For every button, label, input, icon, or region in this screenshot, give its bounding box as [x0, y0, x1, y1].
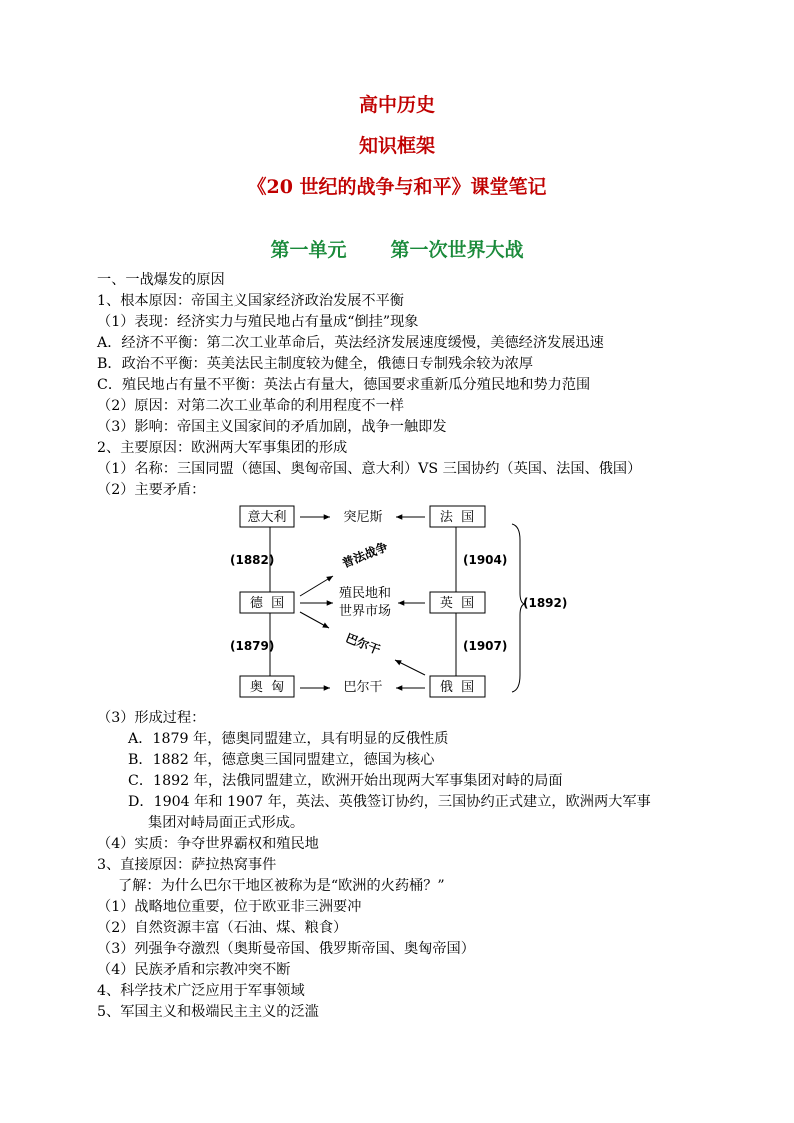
box-britain-label: 英 国 [439, 596, 475, 611]
unit-number: 第一单元 [270, 239, 347, 261]
box-austria-label: 奥 匈 [249, 680, 285, 695]
balkans-mid-label: 巴尔干 [343, 630, 383, 658]
box-britain [430, 592, 485, 613]
text-line: （1）战略地位重要，位于欧亚非三洲要冲 [97, 899, 362, 915]
year-1882-label: (1882) [230, 553, 275, 567]
year-1892-label: (1892) [523, 596, 568, 610]
category-heading: 知识框架 [358, 135, 435, 157]
text-line: （3）形成过程： [97, 710, 206, 726]
year-1907-label: (1907) [463, 639, 508, 653]
colonies-label-line2: 世界市场 [338, 604, 392, 619]
text-line: 2、主要原因：欧洲两大军事集团的形成 [97, 440, 348, 456]
arrow-germany-france [300, 576, 333, 596]
text-line: （4）民族矛盾和宗教冲突不断 [97, 962, 291, 978]
text-line: （2）主要矛盾： [97, 482, 206, 498]
year-1904-label: (1904) [463, 553, 508, 567]
unit-name: 第一次世界大战 [390, 239, 524, 261]
text-line: （3）影响：帝国主义国家间的矛盾加剧，战争一触即发 [97, 419, 447, 435]
box-italy-label: 意大利 [247, 510, 287, 525]
tunisia-label: 突尼斯 [343, 510, 383, 525]
text-line: （1）名称：三国同盟（德国、奥匈帝国、意大利）VS 三国协约（英国、法国、俄国） [97, 461, 642, 477]
text-line: C．1892 年，法俄同盟建立，欧洲开始出现两大军事集团对峙的局面 [128, 773, 563, 789]
text-line: C．殖民地占有量不平衡：英法占有量大，德国要求重新瓜分殖民地和势力范围 [97, 377, 591, 393]
arrow-russia-balkans [395, 660, 425, 675]
box-germany [240, 592, 294, 613]
text-line: 了解：为什么巴尔干地区被称为是“欧洲的火药桶？” [118, 878, 445, 894]
text-line: 5、军国主义和极端民主主义的泛滥 [97, 1004, 319, 1020]
text-line: 4、科学技术广泛应用于军事领域 [97, 983, 305, 999]
text-line: 集团对峙局面正式形成。 [148, 815, 305, 831]
text-line: D．1904 年和 1907 年，英法、英俄签订协约，三国协约正式建立，欧洲两大军事 [128, 794, 651, 810]
franco-prussian-war-label: 普法战争 [340, 539, 390, 571]
text-line: A．经济不平衡：第二次工业革命后，英法经济发展速度缓慢，美德经济发展迅速 [97, 335, 604, 351]
box-germany-label: 德 国 [249, 596, 285, 611]
box-france-label: 法 国 [439, 510, 475, 525]
text-line: （2）自然资源丰富（石油、煤、粮食） [97, 920, 348, 936]
arrow-germany-balkans [300, 612, 329, 628]
box-france [430, 506, 485, 527]
subject-heading: 高中历史 [358, 94, 435, 116]
text-line: （4）实质：争夺世界霸权和殖民地 [97, 836, 319, 852]
unit-heading [0, 238, 794, 262]
text-line: 3、直接原因：萨拉热窝事件 [97, 857, 277, 873]
alliance-diagram [222, 500, 568, 705]
text-line: B．1882 年，德意奥三国同盟建立，德国为核心 [128, 752, 435, 768]
box-italy [240, 506, 294, 527]
document-title: 《20 世纪的战争与和平》课堂笔记 [247, 176, 547, 198]
colonies-label-line1: 殖民地和 [338, 586, 392, 601]
box-austria [240, 676, 294, 697]
year-1879-label: (1879) [230, 639, 275, 653]
text-line: B．政治不平衡：英美法民主制度较为健全，俄德日专制残余较为浓厚 [97, 356, 534, 372]
text-line: （1）表现：经济实力与殖民地占有量成“倒挂”现象 [97, 314, 419, 330]
balkans-bottom-label: 巴尔干 [343, 680, 383, 695]
text-line: 1、根本原因：帝国主义国家经济政治发展不平衡 [97, 293, 404, 309]
text-line: （2）原因：对第二次工业革命的利用程度不一样 [97, 398, 404, 414]
text-line: （3）列强争夺激烈（奥斯曼帝国、俄罗斯帝国、奥匈帝国） [97, 941, 475, 957]
text-line: A．1879 年，德奥同盟建立，具有明显的反俄性质 [128, 731, 449, 747]
box-russia-label: 俄 国 [439, 680, 475, 695]
text-line: 一、一战爆发的原因 [97, 272, 225, 288]
box-russia [430, 676, 485, 697]
